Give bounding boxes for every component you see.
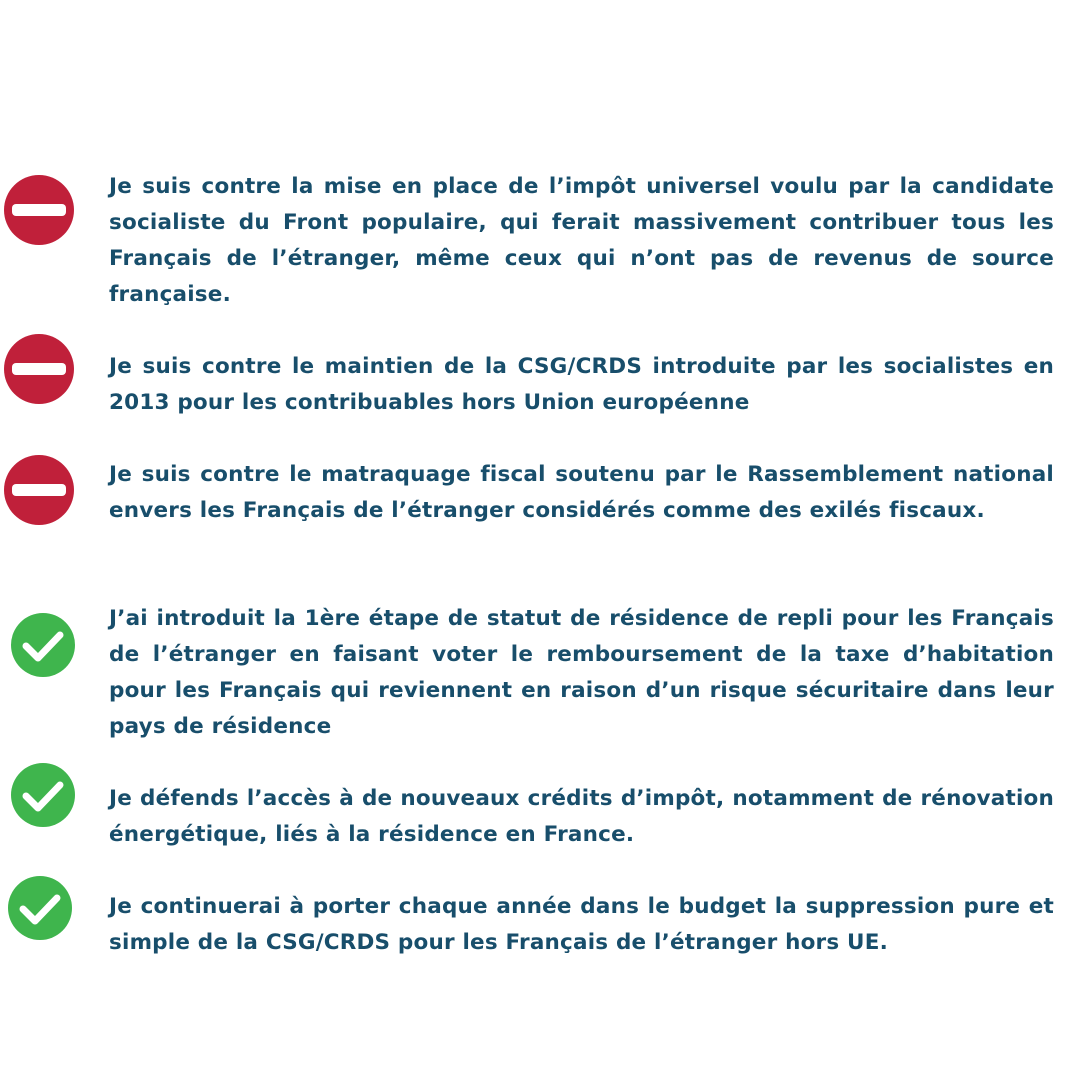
statement-text: Je défends l’accès à de nouveaux crédits d’impôt, notamment de rénovation énergétique, liés à la résidence en France. (109, 786, 1054, 847)
check-icon (11, 763, 75, 827)
statement-text: Je continuerai à porter chaque année dans le budget la suppression pure et simple de la CSG/CRDS pour les Français de l’étranger hors UE. (109, 894, 1054, 955)
statement-text: Je suis contre la mise en place de l’impôt universel voulu par la candidate socialiste du Front populaire, qui ferait massivement contribuer tous les Français de l’étranger, même ceux qui n’ont pas de revenus de source française. (109, 174, 1054, 307)
statement-text: J’ai introduit la 1ère étape de statut de résidence de repli pour les Français de l’étranger en faisant voter le remboursement de la taxe d’habitation pour les Français qui reviennent en raison d’un risque sécuritaire dans leur pays de résidence (109, 606, 1054, 739)
no-entry-icon (4, 175, 74, 245)
statement-text: Je suis contre le matraquage fiscal soutenu par le Rassemblement national envers les Français de l’étranger considérés comme des exilés fiscaux. (109, 462, 1054, 523)
check-icon (8, 876, 72, 940)
check-icon (11, 613, 75, 677)
no-entry-icon (4, 455, 74, 525)
statement-text: Je suis contre le maintien de la CSG/CRDS introduite par les socialistes en 2013 pour les contribuables hors Union européenne (109, 354, 1054, 415)
no-entry-icon (4, 334, 74, 404)
